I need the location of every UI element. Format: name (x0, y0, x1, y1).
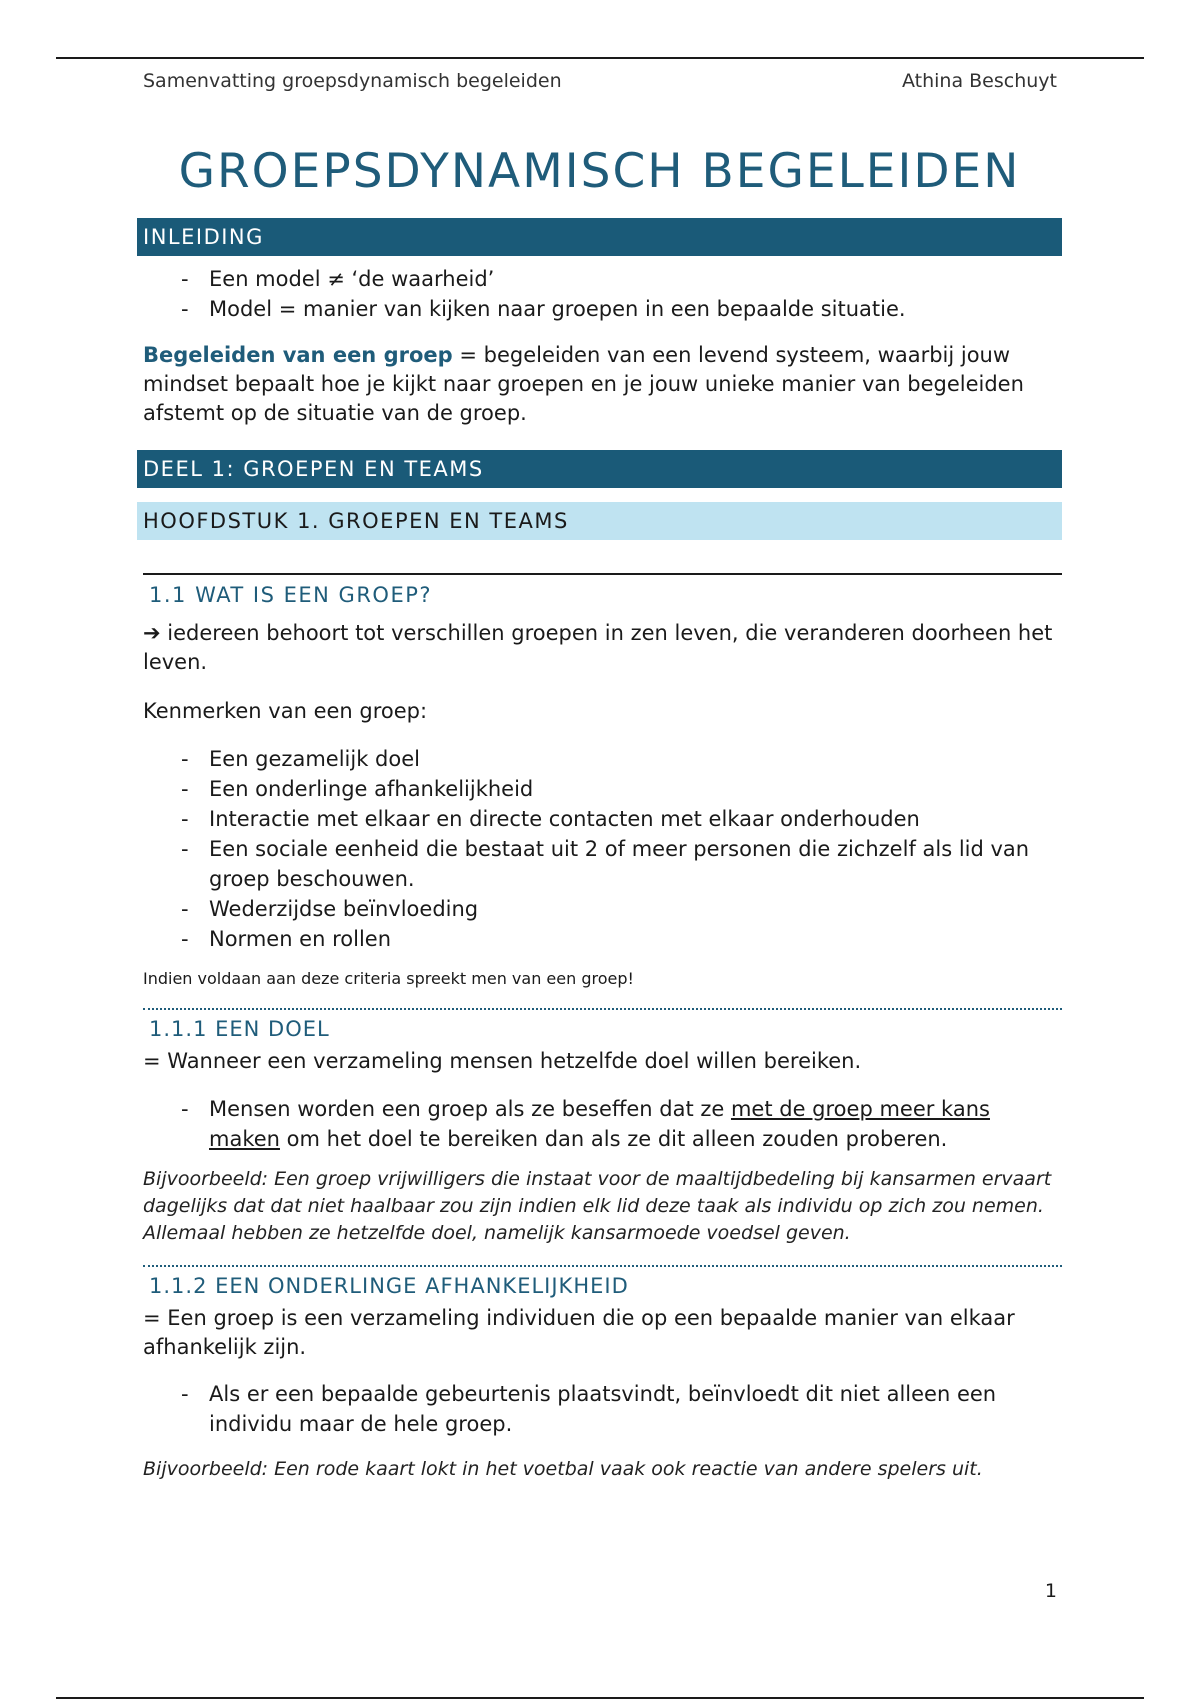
list-item: - Normen en rollen (181, 924, 1062, 954)
heading-1-1: 1.1 WAT IS EEN GROEP? (143, 573, 1062, 614)
heading-1-1-1: 1.1.1 EEN DOEL (143, 1008, 1062, 1047)
list-item: - Interactie met elkaar en directe contacten met elkaar onderhouden (181, 804, 1062, 834)
list-item: - Mensen worden een groep als ze beseffen dat ze met de groep meer kans maken om het doel te bereiken dan als ze dit alleen zouden proberen. (181, 1094, 1062, 1154)
list-item: - Wederzijdse beïnvloeding (181, 894, 1062, 924)
list-item: - Model = manier van kijken naar groepen in een bepaalde situatie. (181, 294, 1062, 324)
page-number: 1 (1044, 1580, 1057, 1602)
heading-deel-1: DEEL 1: GROEPEN EN TEAMS (137, 450, 1062, 488)
criteria-note: Indien voldaan aan deze criteria spreekt men van een groep! (143, 969, 634, 988)
document-title: GROEPSDYNAMISCH BEGELEIDEN (178, 144, 1021, 199)
definition-text: = begeleiden van een levend systeem, waarbij jouw mindset bepaalt hoe je kijkt naar groepen en je jouw unieke manier van begeleiden afstemt op de situatie van de groep. (143, 343, 1024, 425)
inleiding-list (137, 264, 1062, 324)
kenmerken-label: Kenmerken van een groep: (143, 699, 428, 723)
list-item: - Als er een bepaalde gebeurtenis plaatsvindt, beïnvloedt dit niet alleen een individu maar de hele groep. (181, 1379, 1062, 1439)
list-item: - Een onderlinge afhankelijkheid (181, 774, 1062, 804)
page-content (137, 140, 1062, 1483)
list-item: - Een sociale eenheid die bestaat uit 2 of meer personen die zichzelf als lid van groep beschouwen. (181, 834, 1062, 894)
heading-hoofdstuk-1: HOOFDSTUK 1. GROEPEN EN TEAMS (137, 502, 1062, 540)
kenmerken-list (137, 744, 1062, 954)
running-header-author: Athina Beschuyt (901, 70, 1057, 92)
afhankelijkheid-definition: = Een groep is een verzameling individuen die op een bepaalde manier van elkaar afhankelijk zijn. (143, 1306, 1015, 1359)
footer-rule (56, 1697, 1144, 1699)
list-item: - Een model ≠ ‘de waarheid’ (181, 264, 1062, 294)
list-item: - Een gezamelijk doel (181, 744, 1062, 774)
doel-example: Bijvoorbeeld: Een groep vrijwilligers die instaat voor de maaltijdbedeling bij kansarmen ervaart dagelijks dat dat niet haalbaar zou zijn indien elk lid deze taak als individu op zich zou nemen. Allemaal hebben ze hetzelfde doel, namelijk kansarmoede voedsel geven. (143, 1168, 1052, 1244)
definition-term: Begeleiden van een groep (143, 343, 453, 367)
header-rule (56, 57, 1144, 59)
doel-definition: = Wanneer een verzameling mensen hetzelfde doel willen bereiken. (143, 1049, 862, 1073)
afhankelijkheid-example: Bijvoorbeeld: Een rode kaart lokt in het voetbal vaak ook reactie van andere spelers uit. (143, 1458, 983, 1480)
underlined-phrase: met de groep meer kans maken (209, 1097, 990, 1151)
definition-paragraph (137, 341, 1062, 428)
afhankelijkheid-list (137, 1379, 1062, 1439)
intro-paragraph: ➔ iedereen behoort tot verschillen groepen in zen leven, die veranderen doorheen het leven. (143, 621, 1053, 674)
heading-1-1-2: 1.1.2 EEN ONDERLINGE AFHANKELIJKHEID (143, 1265, 1062, 1304)
doel-list (137, 1094, 1062, 1154)
running-header-title: Samenvatting groepsdynamisch begeleiden (143, 70, 562, 92)
heading-inleiding: INLEIDING (137, 218, 1062, 256)
